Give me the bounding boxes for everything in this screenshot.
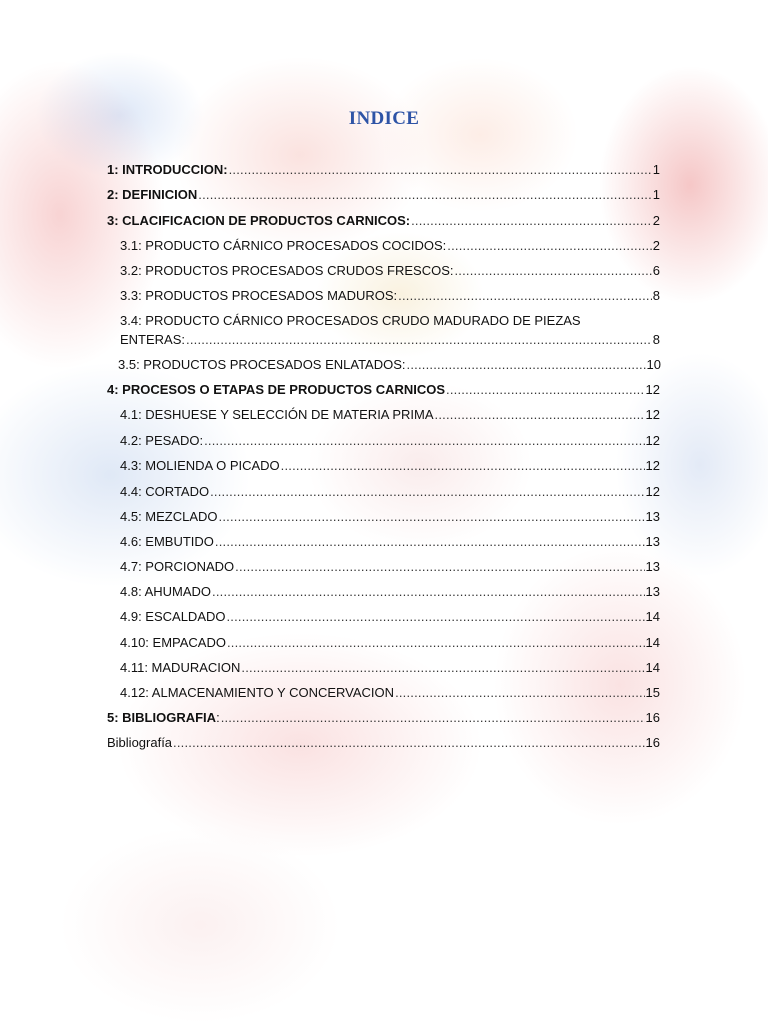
toc-page-number: 1 (652, 187, 660, 202)
toc-page-number: 13 (645, 509, 660, 524)
toc-entry-4-4[interactable] (120, 484, 660, 500)
toc-dot-leader (219, 509, 645, 525)
toc-dot-leader (447, 238, 652, 254)
toc-dot-leader (173, 735, 644, 751)
toc-entry-label: 4.4: CORTADO (120, 484, 210, 499)
toc-dot-leader (212, 584, 645, 600)
toc-entry-label: 3.2: PRODUCTOS PROCESADOS CRUDOS FRESCOS: (120, 263, 454, 278)
toc-entry-4-6[interactable] (120, 534, 660, 550)
toc-entry-3-3[interactable] (120, 288, 660, 304)
toc-entry-label: ENTERAS: (120, 332, 186, 347)
toc-page-number: 16 (645, 735, 660, 750)
toc-entry-label: 5: BIBLIOGRAFIA (107, 710, 217, 725)
toc-entry-4-3[interactable] (120, 458, 660, 474)
toc-entry-label: 4.8: AHUMADO (120, 584, 212, 599)
toc-entry-label: 1: INTRODUCCION: (107, 162, 228, 177)
toc-dot-leader (227, 635, 645, 651)
toc-entry-4-7[interactable] (120, 559, 660, 575)
toc-dot-leader (398, 288, 652, 304)
toc-page-number: 2 (652, 238, 660, 253)
toc-entry-label: 3.3: PRODUCTOS PROCESADOS MADUROS: (120, 288, 398, 303)
toc-dot-leader (229, 162, 652, 178)
toc-page-number: 2 (652, 213, 660, 228)
toc-entry-4-12[interactable] (120, 685, 660, 701)
toc-entry-4-11[interactable] (120, 660, 660, 676)
toc-entry-4-9[interactable] (120, 609, 660, 625)
toc-entry-definicion[interactable] (107, 187, 660, 203)
toc-dot-leader (435, 407, 645, 423)
toc-page-number: 13 (645, 534, 660, 549)
toc-entry-label: 4.5: MEZCLADO (120, 509, 218, 524)
toc-entry-label-suffix: : (216, 710, 220, 725)
toc-page-number: 12 (645, 484, 660, 499)
toc-dot-leader (241, 660, 644, 676)
toc-page-number: 12 (645, 433, 660, 448)
toc-page-number: 16 (645, 710, 660, 725)
toc-page-number: 13 (645, 584, 660, 599)
toc-entry-label: 4.10: EMPACADO (120, 635, 226, 650)
toc-dot-leader (281, 458, 645, 474)
toc-entry-label: 4.2: PESADO: (120, 433, 204, 448)
toc-dot-leader (210, 484, 644, 500)
toc-page-number: 14 (645, 660, 660, 675)
toc-entry-label: 4: PROCESOS O ETAPAS DE PRODUCTOS CARNICOS (107, 382, 446, 397)
toc-entry-label: 4.6: EMBUTIDO (120, 534, 214, 549)
toc-entry-label: 4.11: MADURACION (120, 660, 241, 675)
toc-entry-procesos[interactable] (107, 382, 660, 398)
toc-entry-4-5[interactable] (120, 509, 660, 525)
toc-page-number: 12 (645, 382, 660, 397)
toc-page-number: 8 (652, 288, 660, 303)
toc-entry-3-2[interactable] (120, 263, 660, 279)
toc-entry-3-5[interactable] (118, 357, 661, 373)
toc-dot-leader (395, 685, 644, 701)
toc-entry-label: 3: CLACIFICACION DE PRODUCTOS CARNICOS: (107, 213, 411, 228)
toc-dot-leader (215, 534, 645, 550)
toc-page-number: 10 (646, 357, 661, 372)
toc-entry-label: 2: DEFINICION (107, 187, 198, 202)
page-title: INDICE (348, 108, 420, 129)
toc-dot-leader (407, 357, 646, 373)
toc-entry-introduccion[interactable] (107, 162, 660, 178)
toc-entry-4-1[interactable] (120, 407, 660, 423)
toc-entry-clacificacion[interactable] (107, 213, 660, 229)
toc-entry-label: 4.1: DESHUESE Y SELECCIÓN DE MATERIA PRIMA (120, 407, 434, 422)
toc-page-number: 14 (645, 609, 660, 624)
toc-dot-leader (446, 382, 644, 398)
toc-page-number: 14 (645, 635, 660, 650)
toc-entry-3-4-first-line[interactable]: 3.4: PRODUCTO CÁRNICO PROCESADOS CRUDO MADURADO DE PIEZAS (120, 313, 581, 328)
toc-entry-label: 4.9: ESCALDADO (120, 609, 226, 624)
toc-dot-leader (221, 710, 645, 726)
toc-entry-label: 4.3: MOLIENDA O PICADO (120, 458, 280, 473)
toc-entry-bibliografia[interactable] (107, 735, 660, 751)
toc-entry-label: Bibliografía (107, 735, 173, 750)
toc-dot-leader (227, 609, 645, 625)
toc-dot-leader (411, 213, 652, 229)
toc-entry-3-1[interactable] (120, 238, 660, 254)
toc-page-number: 8 (652, 332, 660, 347)
toc-entry-label: 3.1: PRODUCTO CÁRNICO PROCESADOS COCIDOS: (120, 238, 447, 253)
toc-page-number: 12 (645, 458, 660, 473)
toc-page-number: 13 (645, 559, 660, 574)
toc-page-number: 12 (645, 407, 660, 422)
toc-entry-label: 4.12: ALMACENAMIENTO Y CONCERVACION (120, 685, 395, 700)
toc-entry-label: 3.5: PRODUCTOS PROCESADOS ENLATADOS: (118, 357, 406, 372)
toc-entry-bibliografia-section[interactable] (107, 710, 660, 726)
toc-entry-4-8[interactable] (120, 584, 660, 600)
toc-dot-leader (455, 263, 652, 279)
toc-page-number: 6 (652, 263, 660, 278)
toc-entry-4-10[interactable] (120, 635, 660, 651)
toc-entry-label: 4.7: PORCIONADO (120, 559, 235, 574)
toc-entry-3-4[interactable] (120, 332, 660, 348)
toc-dot-leader (235, 559, 644, 575)
toc-dot-leader (198, 187, 651, 203)
toc-entry-4-2[interactable] (120, 433, 660, 449)
toc-dot-leader (204, 433, 644, 449)
toc-page-number: 1 (652, 162, 660, 177)
toc-dot-leader (186, 332, 652, 348)
toc-page-number: 15 (645, 685, 660, 700)
